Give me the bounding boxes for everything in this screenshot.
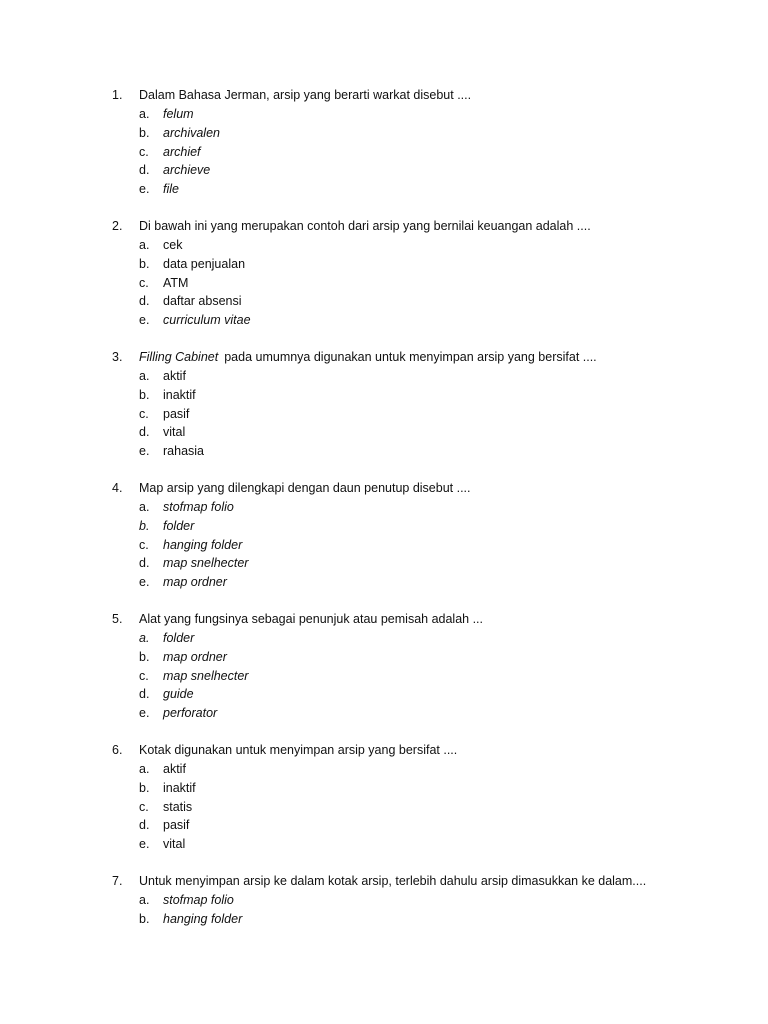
answer-option xyxy=(112,573,752,592)
option-text: folder xyxy=(163,630,195,645)
answer-option xyxy=(112,255,752,274)
question-line xyxy=(112,610,752,629)
option-letter: e. xyxy=(139,575,150,590)
question-text: pada umumnya digunakan untuk menyimpan arsip yang bersifat .... xyxy=(224,349,597,364)
option-text: archivalen xyxy=(163,125,220,140)
question-number: 4. xyxy=(112,480,123,495)
option-letter: c. xyxy=(139,668,149,683)
option-text: archieve xyxy=(163,163,211,178)
option-text: archief xyxy=(163,144,201,159)
question-3 xyxy=(112,348,752,461)
option-letter: d. xyxy=(139,425,150,440)
answer-option xyxy=(112,760,752,779)
question-4 xyxy=(112,479,752,592)
answer-option xyxy=(112,910,752,929)
option-letter: d. xyxy=(139,687,150,702)
question-line xyxy=(112,741,752,760)
answer-option xyxy=(112,536,752,555)
answer-option xyxy=(112,311,752,330)
option-text: statis xyxy=(163,799,193,814)
option-letter: c. xyxy=(139,537,149,552)
question-line xyxy=(112,217,752,236)
question-number: 3. xyxy=(112,349,123,364)
option-letter: b. xyxy=(139,911,150,926)
question-text: Untuk menyimpan arsip ke dalam kotak arsip, terlebih dahulu arsip dimasukkan ke dalam.... xyxy=(139,873,647,888)
option-letter: a. xyxy=(139,761,150,776)
option-letter: c. xyxy=(139,144,149,159)
answer-option xyxy=(112,554,752,573)
question-number: 2. xyxy=(112,218,123,233)
option-text: hanging folder xyxy=(163,537,243,552)
answer-option xyxy=(112,442,752,461)
answer-option xyxy=(112,498,752,517)
option-text: map snelhecter xyxy=(163,668,249,683)
option-letter: d. xyxy=(139,294,150,309)
question-line xyxy=(112,872,752,891)
option-text: stofmap folio xyxy=(163,499,234,514)
option-text: vital xyxy=(163,425,186,440)
option-text: rahasia xyxy=(163,444,204,459)
answer-option xyxy=(112,816,752,835)
option-letter: e. xyxy=(139,706,150,721)
option-text: data penjualan xyxy=(163,256,246,271)
question-lead-term: Filling Cabinet xyxy=(139,349,219,364)
answer-option xyxy=(112,236,752,255)
answer-option xyxy=(112,629,752,648)
option-text: curriculum vitae xyxy=(163,313,251,328)
option-text: hanging folder xyxy=(163,911,243,926)
option-letter: a. xyxy=(139,499,150,514)
question-7 xyxy=(112,872,752,929)
option-text: inaktif xyxy=(163,780,196,795)
option-letter: c. xyxy=(139,275,149,290)
answer-option xyxy=(112,292,752,311)
option-text: aktif xyxy=(163,368,186,383)
answer-option xyxy=(112,180,752,199)
question-text: Map arsip yang dilengkapi dengan daun penutup disebut .... xyxy=(139,480,471,495)
option-text: stofmap folio xyxy=(163,892,234,907)
question-line xyxy=(112,479,752,498)
option-letter: c. xyxy=(139,406,149,421)
answer-option xyxy=(112,891,752,910)
option-letter: a. xyxy=(139,368,150,383)
answer-option xyxy=(112,386,752,405)
option-text: pasif xyxy=(163,406,190,421)
option-text: file xyxy=(163,182,179,197)
option-text: daftar absensi xyxy=(163,294,242,309)
answer-option xyxy=(112,835,752,854)
question-text: Di bawah ini yang merupakan contoh dari arsip yang bernilai keuangan adalah .... xyxy=(139,218,591,233)
option-letter: a. xyxy=(139,630,150,645)
option-letter: b. xyxy=(139,125,150,140)
option-text: aktif xyxy=(163,761,186,776)
option-letter: b. xyxy=(139,780,150,795)
question-6 xyxy=(112,741,752,854)
option-letter: e. xyxy=(139,444,150,459)
question-2 xyxy=(112,217,752,330)
answer-option xyxy=(112,667,752,686)
option-text: perforator xyxy=(163,706,218,721)
option-text: pasif xyxy=(163,818,190,833)
answer-option xyxy=(112,648,752,667)
option-letter: b. xyxy=(139,256,150,271)
answer-option xyxy=(112,124,752,143)
option-text: folder xyxy=(163,518,195,533)
answer-option xyxy=(112,143,752,162)
option-text: map ordner xyxy=(163,649,227,664)
question-1 xyxy=(112,86,752,199)
option-text: cek xyxy=(163,237,183,252)
option-text: map snelhecter xyxy=(163,556,249,571)
question-5 xyxy=(112,610,752,723)
answer-option xyxy=(112,423,752,442)
question-line xyxy=(112,348,752,367)
answer-option xyxy=(112,779,752,798)
option-text: vital xyxy=(163,837,186,852)
question-line xyxy=(112,86,752,105)
answer-option xyxy=(112,704,752,723)
option-letter: d. xyxy=(139,818,150,833)
option-letter: c. xyxy=(139,799,149,814)
question-text: Kotak digunakan untuk menyimpan arsip yang bersifat .... xyxy=(139,742,458,757)
answer-option xyxy=(112,798,752,817)
answer-option xyxy=(112,274,752,293)
option-letter: a. xyxy=(139,892,150,907)
option-text: guide xyxy=(163,687,194,702)
answer-option xyxy=(112,685,752,704)
option-letter: d. xyxy=(139,163,150,178)
answer-option xyxy=(112,517,752,536)
option-letter: b. xyxy=(139,518,150,533)
answer-option xyxy=(112,405,752,424)
option-text: map ordner xyxy=(163,575,227,590)
question-number: 6. xyxy=(112,742,123,757)
option-letter: e. xyxy=(139,182,150,197)
question-number: 1. xyxy=(112,88,123,102)
option-letter: b. xyxy=(139,387,150,402)
option-letter: e. xyxy=(139,313,150,328)
option-text: felum xyxy=(163,107,194,121)
option-letter: d. xyxy=(139,556,150,571)
option-text: inaktif xyxy=(163,387,196,402)
answer-option xyxy=(112,105,752,124)
option-letter: e. xyxy=(139,837,150,852)
option-letter: a. xyxy=(139,107,150,121)
option-text: ATM xyxy=(163,275,189,290)
option-letter: a. xyxy=(139,237,150,252)
question-list xyxy=(112,86,752,947)
question-text: Alat yang fungsinya sebagai penunjuk atau pemisah adalah ... xyxy=(139,611,483,626)
answer-option xyxy=(112,161,752,180)
question-number: 7. xyxy=(112,873,123,888)
question-text: Dalam Bahasa Jerman, arsip yang berarti warkat disebut .... xyxy=(139,88,472,102)
option-letter: b. xyxy=(139,649,150,664)
answer-option xyxy=(112,367,752,386)
question-number: 5. xyxy=(112,611,123,626)
